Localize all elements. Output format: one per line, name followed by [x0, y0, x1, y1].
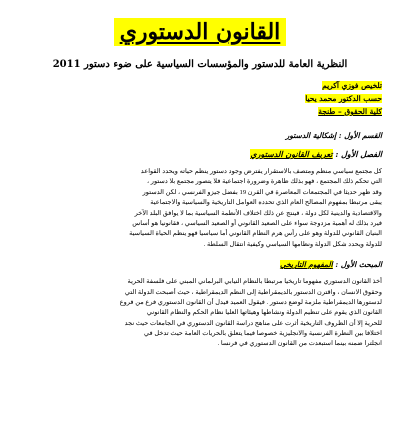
paragraph-line: اختلافا بين النظرة الفرنسية والانجليزية خصوصا فيما يتعلق بالحريات العامة حيث تدخل في	[144, 330, 382, 338]
chapter-heading	[18, 148, 382, 161]
subsection-label: المبحث الأول :	[335, 260, 382, 270]
paragraph-line: كل مجتمع سياسي منظم ومتصف بالاستقرار يفترض وجود دستور ينظم حياته ويحدد القواعد	[140, 168, 382, 175]
summary-author: تلخيص فوزي آكريم	[322, 81, 382, 90]
subsection-heading	[18, 258, 382, 271]
paragraph-line: للدولة ويحدد شكل الدولة ونظامها السياسي وكيفية انتقال السلطة .	[203, 240, 382, 248]
section-title: القسم الأول : إشكالية الدستور	[285, 131, 382, 140]
paragraph-line: وقد ظهر حديثا في المجتمعات المعاصرة في القرن 19 بفضل جيزو الفرنسي ، لكن الدستور	[142, 188, 382, 196]
professor-name: حسب الدكتور محمد يحيا	[305, 94, 382, 103]
paragraph-line: يبقى مرتبطا بمفهوم المصالح العام الذي تحدده العوامل التاريخية والسياسية والاجتماعية	[150, 199, 382, 207]
paragraph-historical	[18, 277, 382, 350]
paragraph-line: البنيان القانوني للدولة وهو على رأس هرم النظام القانوني أما سياسيا فهو ينظم الحياة السياسية	[129, 230, 382, 238]
title-block	[18, 18, 382, 48]
paragraph-line: للحرية إلا أن الظروف التاريخية أثرت على مناهج دراسة القانون الدستوري في الجامعات حيث نجد	[124, 319, 382, 327]
paragraph-line: وحقوق الانسان ، واقترن الدستور بالديمقراطية إلى النظم الديمقراطية ، حيث أصبحت الدولة التي	[124, 288, 382, 296]
paragraph-definition	[18, 167, 382, 250]
faculty-name: كلية الحقوق – طنجة	[318, 107, 382, 116]
paragraph-line: لدستورها الديمقراطية ملزمة لوضع دستور . فيقول العميد فيدل أن القانون الدستوري فرع من فروع	[119, 298, 382, 306]
paragraph-line: فيرد بذلك له أهمية مزدوجة سواء على الصعيد القانوني أو الصعيد السياسي ، فقانونيا هو أساس	[132, 219, 382, 227]
paragraph-line: والاقتصادية والدينية لكل دولة ، فينتج عن ذلك اختلاف الأنظمة السياسية بما لا يوافق البلد الآخر	[134, 209, 382, 217]
subsection-title: المفهوم التاريخي	[279, 260, 333, 270]
paragraph-line: التي تحكم ذلك المجتمع ، فهو بذلك ظاهرة وضرورة اجتماعية فلا يتصور مجتمع بلا دستور ،	[147, 178, 382, 186]
paragraph-line: القانون الذي يقوم على تنظيم الدولة ونشاطها وهيئاتها العليا نظام الحكم والنظام القانوني	[146, 309, 382, 317]
document-page	[0, 18, 400, 430]
main-title: القانون الدستوري	[114, 18, 287, 46]
paragraph-line: أخذ القانون الدستوري مفهوما تاريخيا مرتبطا بالنظام النيابي البرلماني المبني على فلسفة الحرية	[127, 278, 382, 286]
chapter-label: الفصل الأول :	[335, 149, 382, 159]
author-info	[18, 79, 382, 118]
chapter-title: تعريف القانون الدستوري	[250, 149, 333, 159]
document-subtitle: النظرية العامة للدستور والمؤسسات السياسية على ضوء دستور 2011	[52, 59, 348, 70]
paragraph-line: انجلترا ضمنه بينما استبعدت من القانون الدستوري في فرنسا .	[217, 340, 382, 348]
